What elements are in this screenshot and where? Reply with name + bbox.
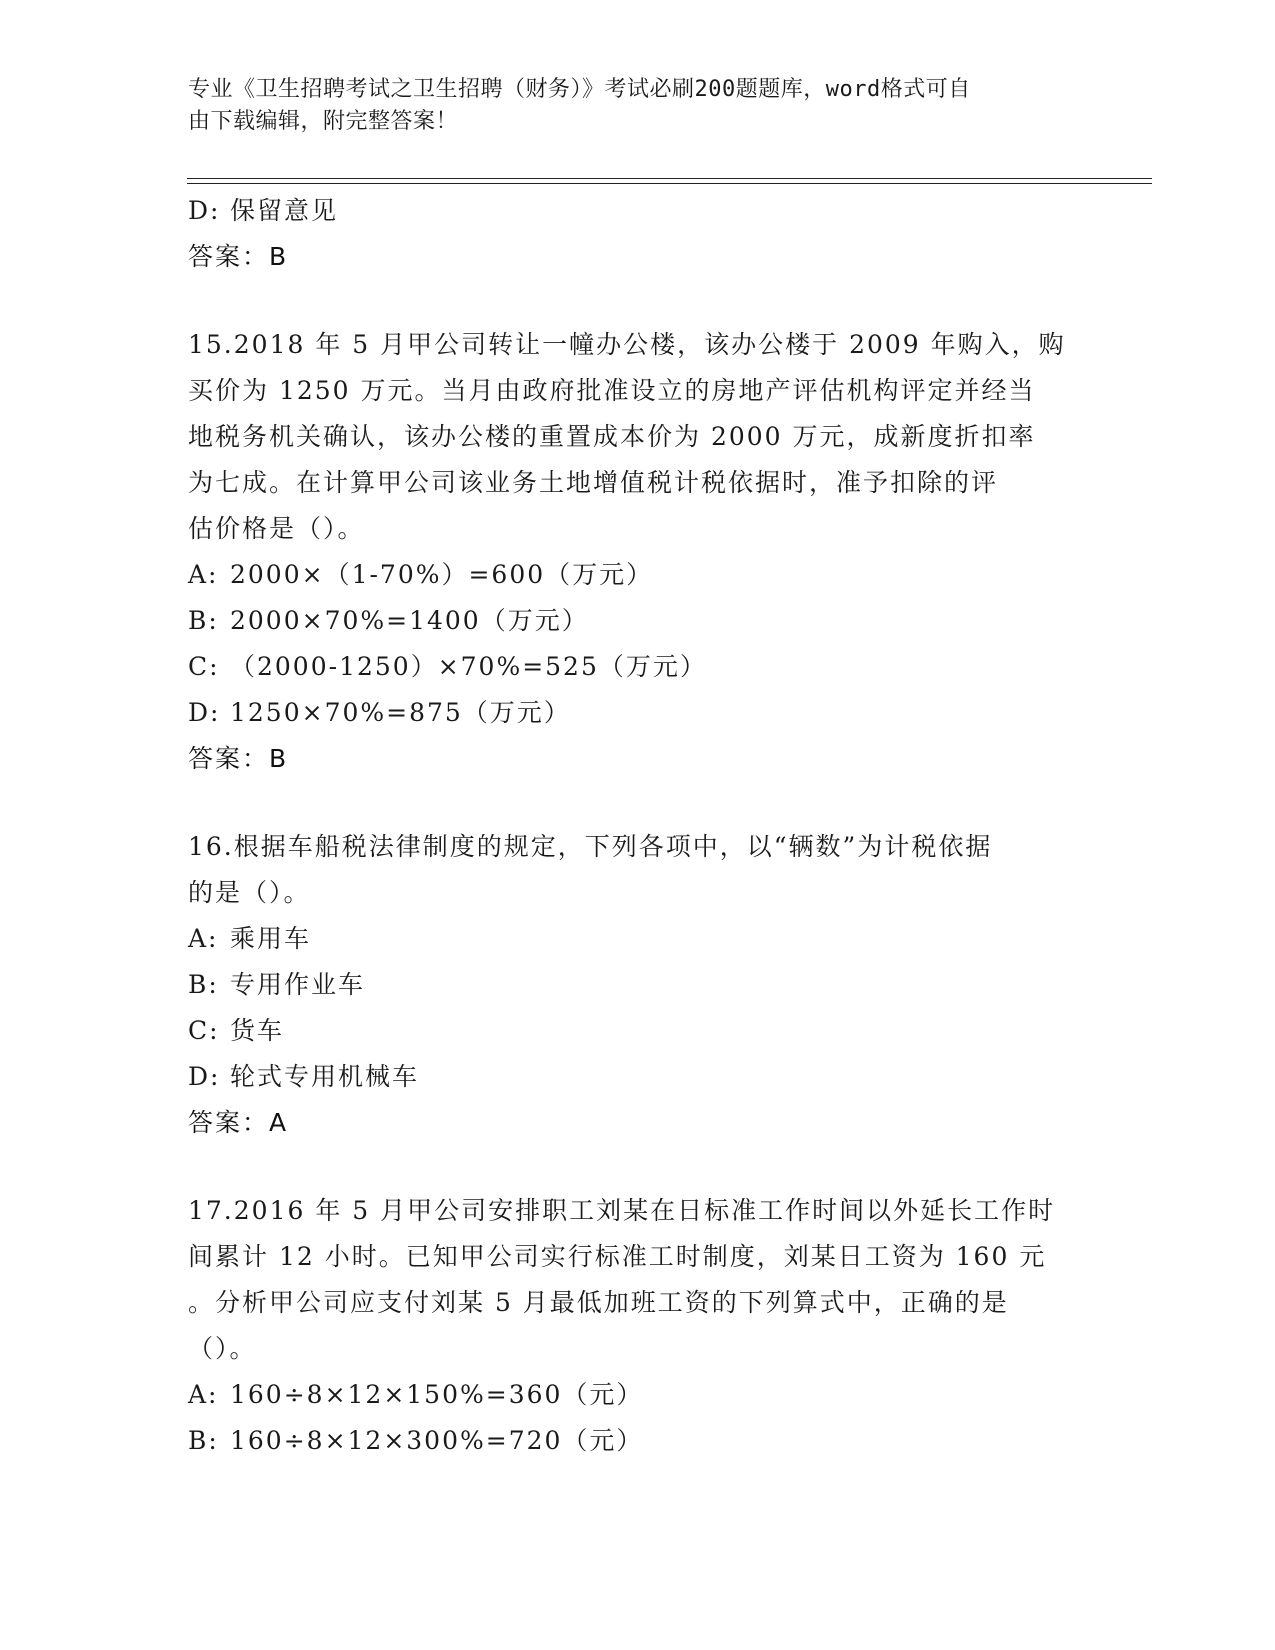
option-label: B:	[188, 1426, 219, 1455]
question-17	[188, 1188, 1088, 1464]
option-label: D:	[188, 698, 221, 727]
question-stem-line: 估价格是（）。	[188, 514, 365, 543]
answer-line: 答案：B	[188, 242, 289, 271]
option-label: B:	[188, 970, 219, 999]
option-text: 160÷8×12×300%=720（元）	[230, 1426, 644, 1455]
question-stem-line: 为七成。在计算甲公司该业务土地增值税计税依据时，准予扣除的评	[188, 468, 999, 497]
answer-line: 答案：A	[188, 1108, 289, 1137]
option-label: B:	[188, 606, 219, 635]
option-a	[188, 552, 1088, 598]
option-label: C:	[188, 652, 220, 681]
question-stem-line: 。分析甲公司应支付刘某 5 月最低加班工资的下列算式中，正确的是	[188, 1288, 1009, 1317]
header-line-2: 由下载编辑，附完整答案！	[188, 109, 459, 134]
option-label: A:	[188, 924, 219, 953]
option-text: 2000×70%=1400（万元）	[230, 606, 589, 635]
option-text: 1250×70%=875（万元）	[230, 698, 571, 727]
option-text: 乘用车	[230, 924, 312, 953]
question-stem-line: 地税务机关确认，该办公楼的重置成本价为 2000 万元，成新度折扣率	[188, 422, 1036, 451]
document-header	[188, 74, 1078, 138]
option-text: 保留意见	[230, 196, 339, 225]
option-text: 160÷8×12×150%=360（元）	[230, 1380, 644, 1409]
option-a	[188, 916, 1088, 962]
header-rule-bottom	[187, 183, 1152, 184]
option-label: A:	[188, 560, 219, 589]
question-stem-line: 间累计 12 小时。已知甲公司实行标准工时制度，刘某日工资为 160 元	[188, 1242, 1047, 1271]
option-b	[188, 1418, 1088, 1464]
option-c	[188, 1008, 1088, 1054]
option-c	[188, 644, 1088, 690]
option-b	[188, 962, 1088, 1008]
question-16	[188, 824, 1088, 1146]
option-label: C:	[188, 1016, 220, 1045]
option-text: 专用作业车	[230, 970, 366, 999]
question-stem-line: 买价为 1250 万元。当月由政府批准设立的房地产评估机构评定并经当	[188, 376, 1036, 405]
option-label: D:	[188, 196, 221, 225]
question-15	[188, 322, 1088, 782]
option-d	[188, 188, 1088, 234]
option-label: A:	[188, 1380, 219, 1409]
option-a	[188, 1372, 1088, 1418]
question-stem-line: 15.2018 年 5 月甲公司转让一幢办公楼，该办公楼于 2009 年购入，购	[188, 330, 1066, 359]
option-d	[188, 690, 1088, 736]
option-b	[188, 598, 1088, 644]
header-line-1: 专业《卫生招聘考试之卫生招聘（财务）》考试必刷200题题库，word格式可自	[188, 77, 971, 102]
question-stem-line: （）。	[188, 1334, 257, 1363]
option-text: （2000-1250）×70%=525（万元）	[230, 652, 707, 681]
answer-line: 答案：B	[188, 744, 289, 773]
document-body	[188, 188, 1088, 1464]
prev-question	[188, 188, 1088, 280]
header-rule-top	[187, 178, 1152, 179]
question-stem-line: 16.根据车船税法律制度的规定，下列各项中，以“辆数”为计税依据	[188, 832, 993, 861]
question-stem-line: 的是（）。	[188, 878, 311, 907]
question-stem-line: 17.2016 年 5 月甲公司安排职工刘某在日标准工作时间以外延长工作时	[188, 1196, 1056, 1225]
option-d	[188, 1054, 1088, 1100]
option-text: 轮式专用机械车	[230, 1062, 420, 1091]
option-text: 货车	[230, 1016, 285, 1045]
option-text: 2000×（1-70%）=600（万元）	[230, 560, 654, 589]
option-label: D:	[188, 1062, 221, 1091]
